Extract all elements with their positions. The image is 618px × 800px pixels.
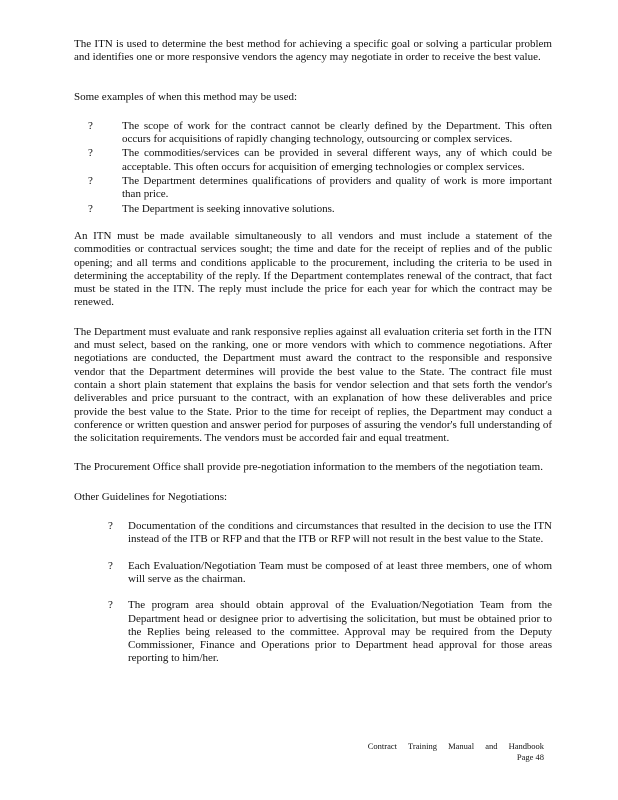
footer-title: Contract Training Manual and Handbook: [367, 741, 544, 751]
procurement-paragraph: The Procurement Office shall provide pre-negotiation information to the members of the negotiation team.: [74, 461, 543, 474]
guidelines-heading: Other Guidelines for Negotiations:: [74, 490, 228, 503]
bullet-marker: ?: [88, 147, 93, 160]
list-item: ? The commodities/services can be provided in several different ways, any of which could be acceptable. This often occurs for acquisition of emerging technologies or complex services.: [88, 147, 552, 173]
examples-list: [74, 120, 552, 216]
itn-requirements-paragraph: An ITN must be made available simultaneously to all vendors and must include a statement of the commodities or contractual services sought; the time and date for the receipt of replies and of the public opening; and all terms and conditions applicable to the procurement, including the criteria to be used in determining the acceptability of the reply. If the Department contemplates renewal of the contract, that fact must be stated in the ITN. The reply must include the price for each year for which the contract may be renewed.: [74, 229, 552, 309]
document-page: [74, 38, 552, 679]
bullet-marker: ?: [88, 202, 93, 215]
guidelines-list: [74, 520, 552, 666]
bullet-marker: ?: [108, 520, 113, 533]
bullet-marker: ?: [88, 175, 93, 188]
list-item: ? The scope of work for the contract cannot be clearly defined by the Department. This often occurs for acquisitions of rapidly changing technology, outsourcing or complex services.: [88, 119, 552, 146]
page-footer: [368, 741, 544, 763]
list-item: ? Documentation of the conditions and circumstances that resulted in the decision to use the ITN instead of the ITB or RFP and that the ITB or RFP will not result in the best value to the State.: [108, 520, 552, 546]
bullet-marker: ?: [108, 559, 113, 572]
list-item: ? The Department determines qualifications of providers and quality of work is more important than price.: [88, 175, 552, 201]
bullet-marker: ?: [88, 119, 93, 132]
list-item: ? Each Evaluation/Negotiation Team must be composed of at least three members, one of whom will serve as the chairman.: [108, 559, 552, 585]
page-number: Page 48: [516, 752, 544, 762]
list-item: ? The program area should obtain approval of the Evaluation/Negotiation Team from the Department head or designee prior to advertising the solicitation, but must be obtained prior to the Replies being released to the committee. Approval may be required from the Deputy Commissioner, Finance and Operations prior to Department head approval for those areas reporting to him/her.: [108, 599, 552, 665]
intro-paragraph: The ITN is used to determine the best method for achieving a specific goal or solving a particular problem and identifies one or more responsive vendors the agency may negotiate in order to receive the best value.: [74, 38, 552, 64]
bullet-marker: ?: [108, 599, 113, 612]
examples-heading: Some examples of when this method may be used:: [74, 90, 298, 103]
list-item: ? The Department is seeking innovative solutions.: [88, 202, 335, 215]
evaluation-paragraph: The Department must evaluate and rank responsive replies against all evaluation criteria set forth in the ITN and must select, based on the ranking, one or more vendors with which to commence negotiations. After negotiations are conducted, the Department must award the contract to the responsible and responsive vendor that the Department determines will provide the best value to the State. The contract file must contain a short plain statement that explains the basis for vendor selection and that sets forth the vendor's deliverables and price pursuant to the contract, with an explanation of how these deliverables and price provide the best value to the State. Prior to the time for receipt of replies, the Department may conduct a conference or written question and answer period for purposes of assuring the vendor's full understanding of the solicitation requirements. The vendors must be accorded fair and equal treatment.: [74, 325, 552, 445]
